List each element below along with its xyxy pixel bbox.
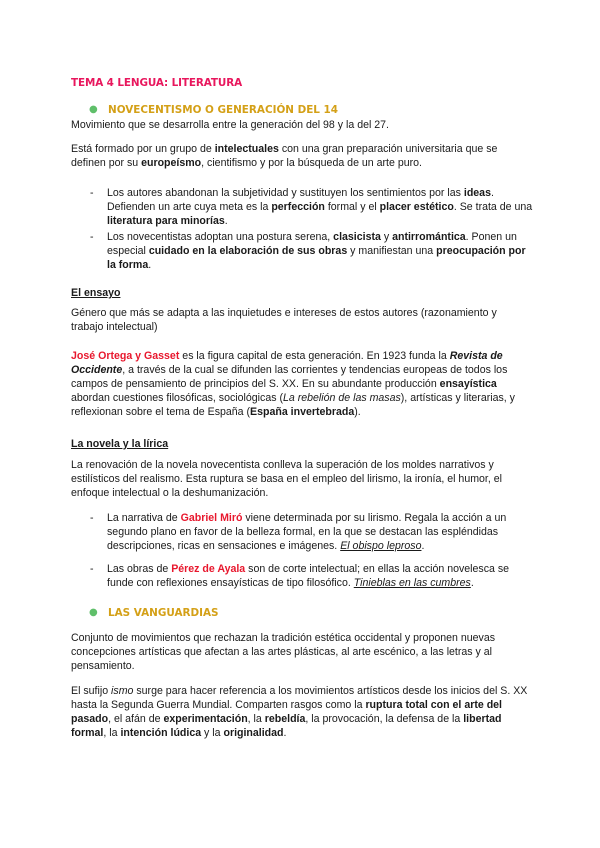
paragraph-intro: Movimiento que se desarrolla entre la generación del 98 y la del 27.	[71, 119, 390, 131]
document-title: TEMA 4 LENGUA: LITERATURA	[71, 77, 243, 89]
bullet-dot-icon: ●	[89, 607, 98, 618]
list-item-miro: - La narrativa de Gabriel Miró viene determinada por su lirismo. Regala la acción a un segundo plano en favor de la belleza formal, en la que se destacan las espléndidas descripciones, ricas en sensaciones e imágenes. El obispo leproso.	[90, 512, 507, 552]
subheading-ensayo: El ensayo	[71, 287, 121, 299]
list-item-ayala: - Las obras de Pérez de Ayala son de corte intelectual; en ellas la acción novelesca se funde con reflexiones ensayísticas de tipo filosófico. Tinieblas en las cumbres.	[90, 563, 510, 589]
paragraph-intelectuales: Está formado por un grupo de intelectuales con una gran preparación universitaria que se definen por su europeísmo, cientifismo y por la búsqueda de un arte puro.	[71, 143, 498, 169]
paragraph-sufijo: El sufijo ismo surge para hacer referencia a los movimientos artísticos desde los inicios del S. XX hasta la Segunda Guerra Mundial. Comparten rasgos como la ruptura total con el arte del pasado, el afán de experimentación, la rebeldía, la provocación, la defensa de la libertad formal, la intención lúdica y la originalidad.	[71, 685, 528, 739]
paragraph-conjunto: Conjunto de movimientos que rechazan la tradición estética occidental y proponen nuevas concepciones artísticas que afectan a las artes plásticas, al arte escénico, a las letras y al pensamiento.	[71, 632, 496, 672]
dash-marker: -	[90, 512, 94, 524]
bullet-dot-icon: ●	[89, 104, 98, 115]
section-heading-text: NOVECENTISMO O GENERACIÓN DEL 14	[108, 104, 339, 116]
paragraph-genero: Género que más se adapta a las inquietudes e intereses de estos autores (razonamiento y trabajo intelectual)	[71, 307, 497, 333]
list-item-ideas: - Los autores abandonan la subjetividad y sustituyen los sentimientos por las ideas. Defienden un arte cuya meta es la perfección formal y el placer estético. Se trata de una literatura para minorías.	[90, 187, 533, 227]
paragraph-renovacion: La renovación de la novela novecentista conlleva la superación de los moldes narrativos y estilísticos del realismo. Esta ruptura se basa en el empleo del lirismo, la ironía, el humor, el enfoque intelectual o la deshumanización.	[71, 459, 503, 499]
paragraph-ortega: José Ortega y Gasset es la figura capital de esta generación. En 1923 funda la Revista de Occidente, a través de la cual se difunden las corrientes y tendencias europeas de todos los campos de pensamiento de principios del S. XX. En su abundante producción ensayística abordan cuestiones filosóficas, sociológicas (La rebelión de las masas), artísticas y literarias, y reflexionan sobre el tema de España (España invertebrada).	[71, 350, 515, 418]
section-heading-novecentismo	[90, 103, 338, 117]
dash-marker: -	[90, 563, 94, 575]
list-item-clasicista: - Los novecentistas adoptan una postura serena, clasicista y antirromántica. Ponen un especial cuidado en la elaboración de sus obras y manifiestan una preocupación por la forma.	[90, 231, 526, 271]
section-heading-vanguardias	[90, 606, 219, 620]
subheading-novela: La novela y la lírica	[71, 438, 169, 450]
dash-marker: -	[90, 231, 94, 243]
section-heading-text: LAS VANGUARDIAS	[108, 607, 219, 619]
dash-marker: -	[90, 187, 94, 199]
